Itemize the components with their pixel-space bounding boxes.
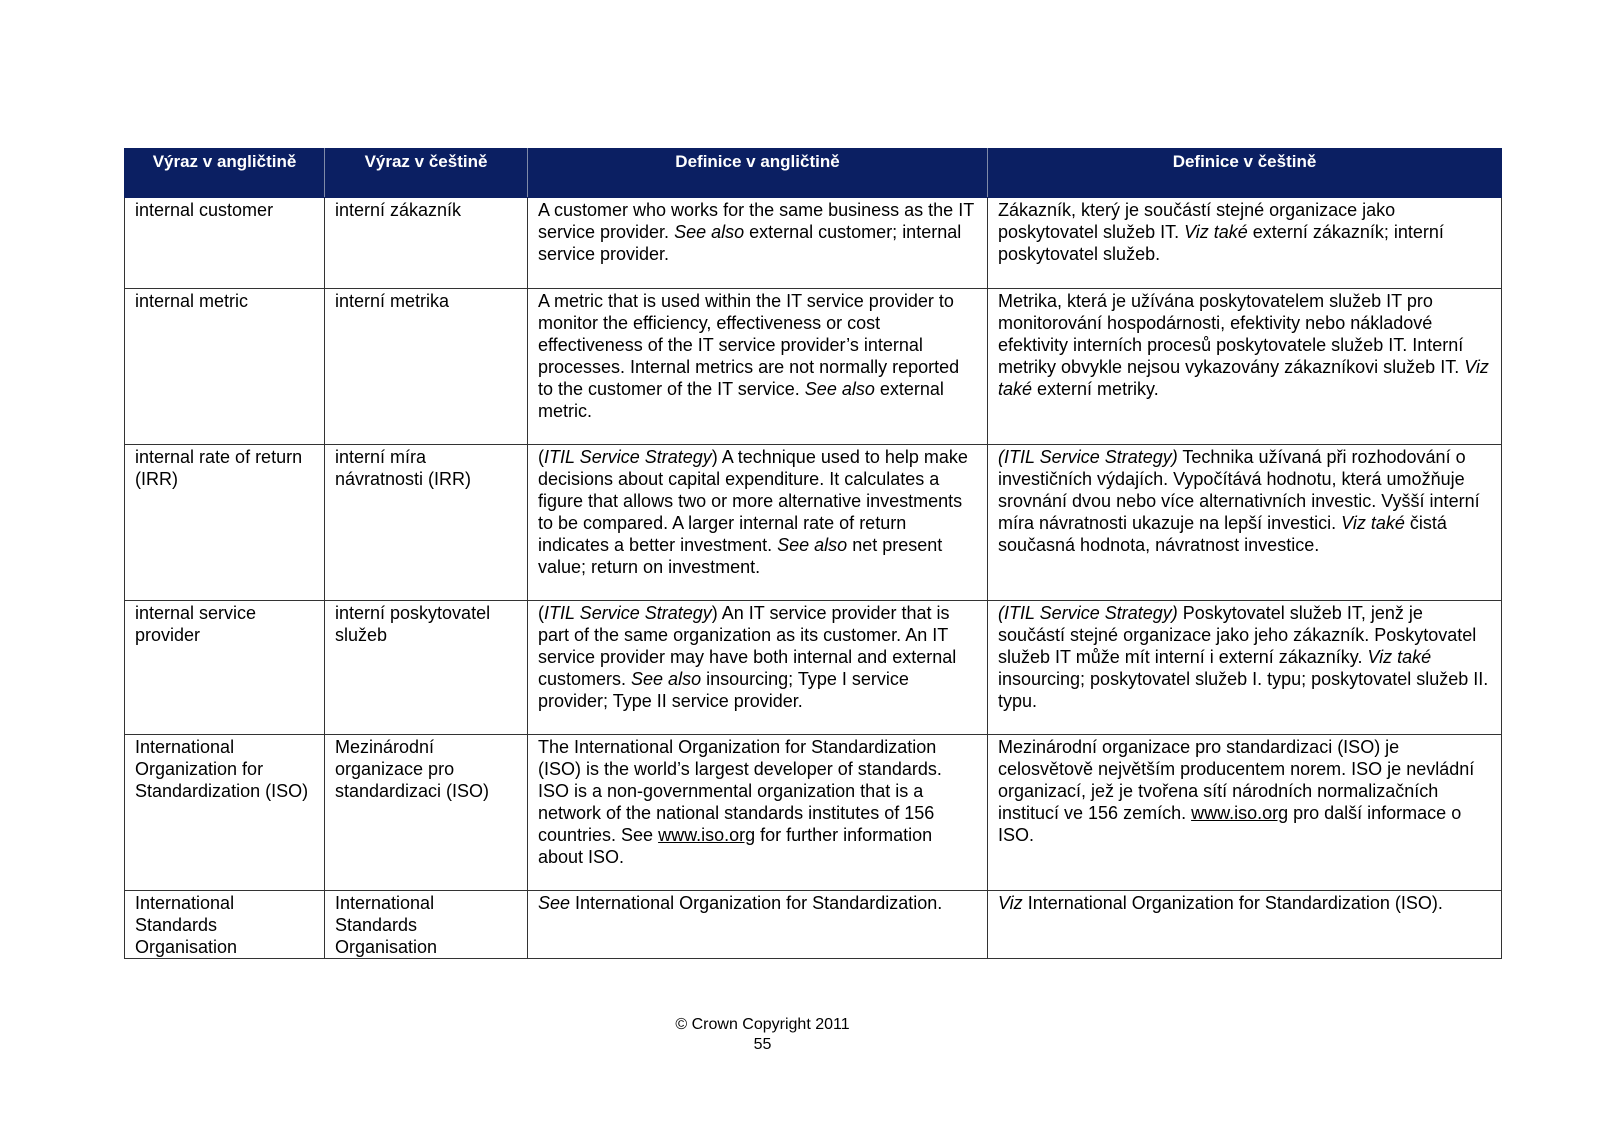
term-english: internal customer (125, 198, 325, 289)
iso-website-link[interactable]: www.iso.org (1191, 803, 1289, 823)
definition-text: external metric. (538, 379, 944, 421)
header-term-english: Výraz v angličtině (125, 149, 325, 198)
definition-text: ) An IT service provider that is part of the same organization as its customer. An IT service provider may have both internal and external customers. (538, 603, 957, 689)
cross-reference-label: Viz (998, 893, 1023, 913)
definition-text: A metric that is used within the IT service provider to monitor the efficiency, effectiveness or cost effectiveness of the IT service provider’s internal processes. Internal metrics are not normally reported to the customer of the IT service. (538, 291, 960, 399)
cross-reference-label: Viz také (998, 357, 1489, 399)
cross-reference-label: See (538, 893, 571, 913)
definition-text: for further information about ISO. (538, 825, 933, 867)
publication-reference: (ITIL Service Strategy) (998, 447, 1178, 467)
definition-czech (988, 891, 1502, 959)
definition-text: Poskytovatel služeb IT, jenž je součástí stejné organizace jako jeho zákazník. Poskytovatel služeb IT může mít interní i externí zákazníky. (998, 603, 1477, 667)
publication-reference: ITIL Service Strategy (544, 447, 712, 467)
definition-text: Mezinárodní organizace pro standardizaci (ISO) je celosvětově největším producentem norem. ISO je nevládní organizací, jež je tvořena sítí národních normalizačních institucí ve 156 zemích. (998, 737, 1475, 823)
term-czech: interní poskytovatel služeb (325, 601, 528, 735)
definition-text: insourcing; Type I service provider; Type II service provider. (538, 669, 909, 711)
iso-website-link[interactable]: www.iso.org (658, 825, 756, 845)
table-row (125, 601, 1502, 735)
cross-reference-label: See also (777, 535, 848, 555)
table-row (125, 735, 1502, 891)
definition-english (528, 289, 988, 445)
definition-czech (988, 601, 1502, 735)
term-english: internal metric (125, 289, 325, 445)
table-row (125, 198, 1502, 289)
definition-english (528, 891, 988, 959)
cross-reference-label: Viz také (1341, 513, 1405, 533)
term-czech: International Standards Organisation (325, 891, 528, 959)
definition-text: ) A technique used to help make decisions about capital expenditure. It calculates a figure that allows two or more alternative investments to be compared. A larger internal rate of return indicates a better investment. (538, 447, 968, 555)
definition-text: The International Organization for Standardization (ISO) is the world’s largest developer of standards. ISO is a non-governmental organization that is a network of the national standards institutes of 156 countries. See (538, 737, 942, 845)
definition-text: International Organization for Standardization (ISO). (1022, 893, 1443, 913)
term-english: internal service provider (125, 601, 325, 735)
definition-text: external customer; internal service provider. (538, 222, 962, 264)
page-number: 55 (753, 1036, 772, 1053)
definition-text: Metrika, která je užívána poskytovatelem služeb IT pro monitorování hospodárnosti, efektivity nebo nákladové efektivity interních procesů poskytovatele služeb IT. Interní metriky obvykle nejsou vykazovány zákazníkovi služeb IT. (998, 291, 1465, 377)
definition-text: čistá současná hodnota, návratnost investice. (998, 513, 1447, 555)
definition-text: Technika užívaná při rozhodování o investičních výdajích. Vypočítává hodnotu, která umožňuje srovnání dvou nebo více alternativních investic. Vyšší interní míra návratnosti ukazuje na lepší investici. (998, 447, 1480, 533)
definition-text: International Organization for Standardization. (570, 893, 943, 913)
definition-english (528, 601, 988, 735)
definition-text: insourcing; poskytovatel služeb I. typu; poskytovatel služeb II. typu. (998, 669, 1489, 711)
term-english: International Organization for Standardization (ISO) (125, 735, 325, 891)
definition-czech (988, 289, 1502, 445)
definition-english (528, 198, 988, 289)
table-row (125, 891, 1502, 959)
copyright-notice: © Crown Copyright 2011 (675, 1016, 850, 1033)
definition-english (528, 445, 988, 601)
publication-reference: (ITIL Service Strategy) (998, 603, 1178, 623)
definition-czech (988, 198, 1502, 289)
table-row (125, 445, 1502, 601)
definition-czech (988, 445, 1502, 601)
cross-reference-label: Viz také (1367, 647, 1432, 667)
term-czech: interní zákazník (325, 198, 528, 289)
header-term-czech: Výraz v češtině (325, 149, 528, 198)
cross-reference-label: Viz také (1184, 222, 1248, 242)
cross-reference-label: See also (804, 379, 875, 399)
header-row (125, 149, 1502, 198)
definition-text: externí zákazník; interní poskytovatel služeb. (998, 222, 1444, 264)
definition-czech (988, 735, 1502, 891)
header-definition-czech: Definice v češtině (988, 149, 1502, 198)
definition-text: Zákazník, který je součástí stejné organizace jako poskytovatel služeb IT. (998, 200, 1396, 242)
term-czech: interní míra návratnosti (IRR) (325, 445, 528, 601)
definition-text: net present value; return on investment. (538, 535, 943, 577)
definition-text: A customer who works for the same business as the IT service provider. (538, 200, 974, 242)
table-header (125, 149, 1502, 198)
definition-text: externí metriky. (1032, 379, 1159, 399)
publication-reference: ITIL Service Strategy (544, 603, 712, 623)
term-english: internal rate of return (IRR) (125, 445, 325, 601)
term-english: International Standards Organisation (125, 891, 325, 959)
header-definition-english: Definice v angličtině (528, 149, 988, 198)
definition-text: pro další informace o ISO. (998, 803, 1462, 845)
table-body (125, 198, 1502, 959)
definition-english (528, 735, 988, 891)
page-footer (0, 1015, 1525, 1055)
cross-reference-label: See also (674, 222, 745, 242)
definition-text: ( (538, 603, 544, 623)
definition-text: ( (538, 447, 544, 467)
term-czech: Mezinárodní organizace pro standardizaci (ISO) (325, 735, 528, 891)
cross-reference-label: See also (631, 669, 702, 689)
glossary-table (124, 148, 1502, 959)
table-row (125, 289, 1502, 445)
term-czech: interní metrika (325, 289, 528, 445)
